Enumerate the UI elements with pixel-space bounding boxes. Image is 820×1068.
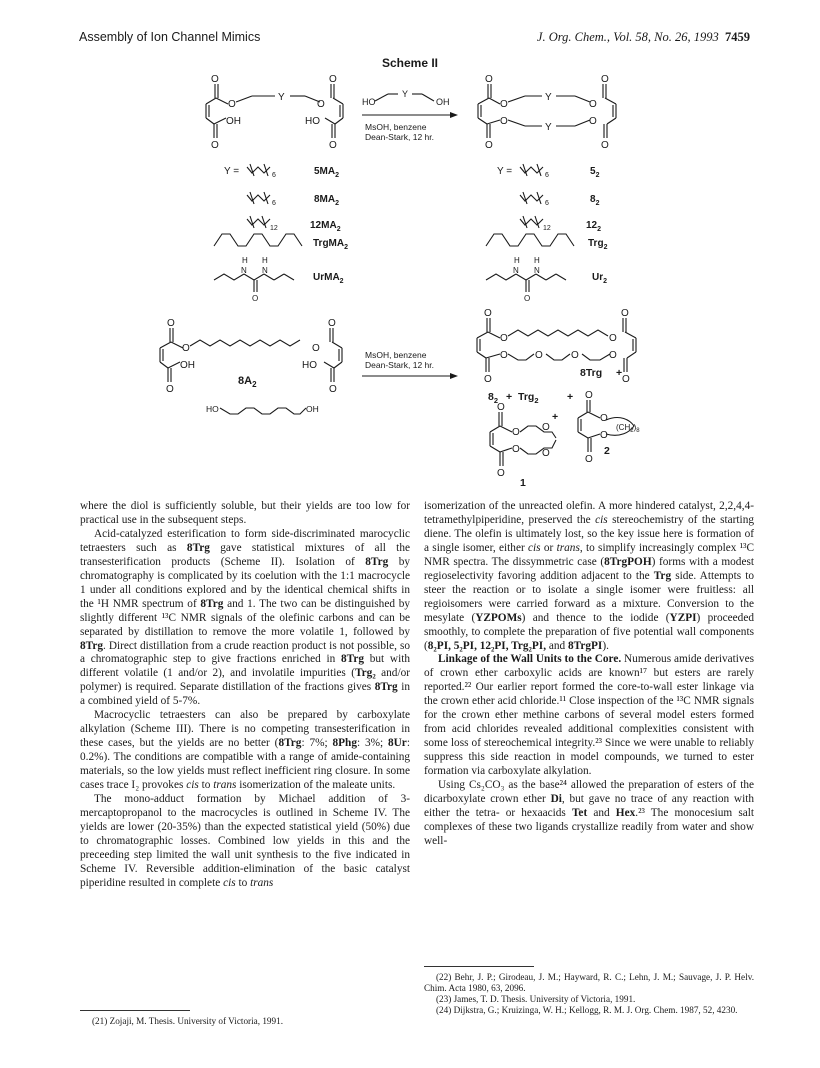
atom-o: O (512, 444, 520, 455)
atom-o: O (600, 430, 608, 441)
atom-o: O (500, 333, 508, 344)
atom-o: O (484, 374, 492, 385)
footnote-rule-right (424, 966, 534, 967)
bis-maleate-acid (206, 74, 343, 151)
footnotes-left (80, 1016, 410, 1027)
atom-o: O (329, 74, 337, 85)
footnotes-right (424, 972, 754, 1016)
chain-subscript: 6 (545, 172, 549, 179)
atom-o: O (601, 74, 609, 85)
atom-oh: OH (306, 404, 319, 414)
atom-o: O (252, 294, 259, 303)
atom-o: O (500, 99, 508, 110)
reaction-arrow-2 (362, 350, 458, 379)
y-linker-label: Y (278, 92, 285, 103)
atom-o: O (542, 448, 550, 459)
y-equals: Y = (497, 166, 513, 177)
label-trgma2: TrgMA$_2$ (313, 238, 349, 251)
label-trg2: Trg$_2$ (588, 238, 608, 251)
volume-info: Vol. 58, No. 26, 1993 (613, 30, 719, 44)
atom-n: N (241, 266, 247, 275)
label-compound-1: 1 (520, 477, 526, 489)
atom-o: O (211, 140, 219, 151)
atom-o: O (512, 427, 520, 438)
atom-o: O (524, 294, 531, 303)
label-12-2: $12_2$ (586, 220, 602, 233)
atom-o: O (211, 74, 219, 85)
label-12ma2: $12MA_2$ (310, 220, 341, 233)
diol-y: Y (402, 89, 409, 99)
conditions2-line-1: MsOH, benzene (365, 350, 427, 360)
section-heading: Linkage of the Wall Units to the Core. (438, 653, 622, 666)
atom-h: H (262, 256, 268, 265)
footnote-24: (24) Dijkstra, G.; Kruizinga, W. H.; Kellogg, R. M. J. Org. Chem. 1987, 52, 4230. (436, 1005, 738, 1015)
atom-o: O (500, 116, 508, 127)
atom-h: H (534, 256, 540, 265)
paragraph: Linkage of the Wall Units to the Core. Numerous amide derivatives of crown ether carboxylic acids are known¹⁷ but esters are rarely reported.²² Our earlier report formed the core-to-wall ester linkage via the crown ether acid chloride.¹¹ Close inspection of the ¹³C NMR signals for the crown ether methine carbons of several model esters formed from acid chlorides revealed additional complexities consistent with some loss of stereochemical integrity.²³ Since we were unable to reliably suppress this side reaction in model compounds, we turned to ester formation via carboxylate alkylation. (424, 653, 754, 778)
atom-n: N (513, 266, 519, 275)
atom-ho: HO (206, 404, 219, 414)
plus-sign: + (552, 411, 559, 423)
atom-o: O (497, 402, 505, 413)
label-compound-2: 2 (604, 445, 610, 457)
footnote-21: (21) Zojaji, M. Thesis. University of Victoria, 1991. (92, 1016, 283, 1026)
y-linker-label: Y (545, 92, 552, 103)
diol-ho: HO (362, 97, 376, 107)
label-8a2: $8A_2$ (238, 375, 257, 389)
atom-o: O (317, 99, 325, 110)
atom-ho: HO (305, 116, 320, 127)
conditions-line-1: MsOH, benzene (365, 122, 427, 132)
footnote-23: (23) James, T. D. Thesis. University of Victoria, 1991. (436, 994, 636, 1004)
atom-oh: OH (180, 360, 195, 371)
atom-o: O (167, 318, 175, 329)
label-8-2-mixture: $8_2$ (488, 391, 499, 405)
atom-o: O (329, 384, 337, 395)
atom-n: N (534, 266, 540, 275)
diacid-8a2 (160, 318, 342, 414)
reactant-labels (310, 166, 348, 285)
atom-o: O (328, 318, 336, 329)
atom-ho: HO (302, 360, 317, 371)
atom-o: O (542, 422, 550, 433)
paragraph: where the diol is sufficiently soluble, but their yields are too low for practical use in the subsequent steps. (80, 500, 410, 526)
atom-o: O (535, 350, 543, 361)
scheme-title: Scheme II (381, 56, 439, 70)
footnote-rule-left (80, 1010, 190, 1011)
running-title: Assembly of Ion Channel Mimics (79, 30, 261, 44)
y-definitions-right (486, 164, 574, 303)
atom-n: N (262, 266, 268, 275)
atom-o: O (571, 350, 579, 361)
paragraph: The mono-adduct formation by Michael addition of 3-mercaptopropanol to the macrocycles is outlined in Scheme IV. The yields are lower (20-35%) than the expected statistical yield (50%) due to chromatographic losses. Combined low yields in this and the preceeding step limited the wall unit synthesis to the five indicated in Scheme IV. Reversible addition-elimination of the basic catalyst piperidine resulted in complete cis to trans (80, 793, 410, 889)
diol-oh: OH (436, 97, 450, 107)
label-5ma2: $5MA_2$ (314, 166, 340, 179)
label-trg2-mixture: Trg$_2$ (518, 391, 539, 405)
chain-subscript: 6 (272, 172, 276, 179)
scheme-ii-figure (0, 70, 820, 490)
atom-o: O (312, 343, 320, 354)
chain-subscript: 6 (545, 200, 549, 207)
chain-subscript: 12 (543, 225, 551, 232)
ch2-chain-label: $(CH_2)_8$ (616, 423, 640, 434)
atom-o: O (329, 140, 337, 151)
atom-o: O (182, 343, 190, 354)
macrocyclic-tetraester (478, 74, 616, 151)
label-8-2: $8_2$ (590, 194, 600, 207)
chain-subscript: 6 (272, 200, 276, 207)
plus-sign: + (506, 391, 513, 403)
atom-o: O (601, 140, 609, 151)
atom-o: O (589, 99, 597, 110)
compound-1 (490, 402, 558, 489)
conditions2-line-2: Dean-Stark, 12 hr. (365, 360, 434, 370)
conditions-line-2: Dean-Stark, 12 hr. (365, 132, 434, 142)
atom-o: O (500, 350, 508, 361)
label-8ma2: $8MA_2$ (314, 194, 340, 207)
atom-o: O (484, 308, 492, 319)
page-number: 7459 (725, 30, 750, 44)
atom-o: O (622, 374, 630, 385)
label-ur2: $Ur_2$ (592, 272, 608, 285)
y-equals: Y = (224, 166, 240, 177)
compound-2 (578, 390, 640, 465)
atom-h: H (242, 256, 248, 265)
paragraph: Using Cs₂CO₃ as the base²⁴ allowed the preparation of esters of the dicarboxylate crown ether Di, but gave no trace of any reaction with either the tetra- or hexaacids Tet and Hex.²³ The monocesium salt complexes of these two ligands crystallize readily from water and show well- (424, 779, 755, 847)
chain-subscript: 12 (270, 225, 278, 232)
atom-o: O (166, 384, 174, 395)
atom-o: O (585, 390, 593, 401)
label-5-2: $5_2$ (590, 166, 600, 179)
atom-o: O (600, 413, 608, 424)
atom-o: O (609, 333, 617, 344)
reaction-arrow-1 (362, 89, 458, 142)
macrocycle-8trg (477, 308, 636, 385)
paragraph: Acid-catalyzed esterification to form side-discriminated marocyclic tetraesters such as 8Trg gave statistical mixtures of all the transesterification products (Scheme II). Isolation of 8Trg by chromatography is complicated by its coelution with the 1:1 macrocycle 1 under all conditions explored and by the identical chemical shifts in the ¹H NMR spectrum of 8Trg and 1. The two can be distinguished by slightly different ¹³C NMR signals of the olefinic carbons and can be separated by distillation to remove the more volatile 1, followed by 8Trg. Direct distillation from a crude reaction product is not possible, so a chromatographic step to give fractions enriched in 8Trg but with different volatile (1 and/or 2), and involatile impurities (Trg₂ and/or polymer) is required. Separate distillation of the fractions gives 8Trg in a combined yield of 5-7%. (80, 527, 411, 708)
journal-citation (537, 30, 750, 45)
paragraph: Macrocyclic tetraesters can also be prepared by carboxylate alkylation (Scheme III). There is no competing transesterification in these cases, but the yields are no better (8Trg: 7%; 8Phg: 3%; 8Ur: 0.2%). The conditions are compatible with a range of amide-containing materials, so the low yields must reflect inefficient ring closure. In some cases trace I₂ provokes cis to trans isomerization of the maleate units. (80, 709, 410, 792)
atom-o: O (589, 116, 597, 127)
journal-name: J. Org. Chem., (536, 30, 611, 44)
left-column (80, 500, 410, 891)
atom-o: O (609, 350, 617, 361)
plus-sign: + (616, 367, 623, 379)
plus-sign: + (567, 391, 574, 403)
atom-o: O (485, 140, 493, 151)
atom-o: O (228, 99, 236, 110)
atom-o: O (585, 454, 593, 465)
atom-o: O (621, 308, 629, 319)
atom-o: O (485, 74, 493, 85)
atom-oh: OH (226, 116, 241, 127)
paragraph: isomerization of the unreacted olefin. A more hindered catalyst, 2,2,4,4-tetramethylpiperidine, preserved the cis stereochemistry of the starting diene. The olefin is ultimately lost, so the key issue here is formation of a single isomer, either cis or trans, to simplify increasingly complex ¹³C NMR spectra. The dissymmetric case (8TrgPOH) forms with a modest regioselectivity favoring addition adjacent to the Trg side. Attempts to steer the reaction or to isolate a single isomer were fruitless: all regioisomers were carried forward as a mixture. Conversion to the mesylate (YZPOMs) and thence to the iodide (YZPI) proceeded smoothly, to complete the preparation of five potential wall components (8₂PI, 5₂PI, 12₂PI, Trg₂PI, and 8TrgPI). (424, 500, 755, 652)
label-8trg: 8Trg (580, 367, 603, 379)
atom-h: H (514, 256, 520, 265)
atom-o: O (497, 468, 505, 479)
product-labels (586, 166, 608, 285)
footnote-22: (22) Behr, J. P.; Girodeau, J. M.; Hayward, R. C.; Lehn, J. M.; Sauvage, J. P. Helv. Chim. Acta 1980, 63, 2096. (424, 972, 754, 993)
y-definitions-left (214, 164, 302, 303)
right-column (424, 500, 754, 849)
y-linker-label: Y (545, 122, 552, 133)
label-urma2: UrMA$_2$ (313, 272, 344, 285)
